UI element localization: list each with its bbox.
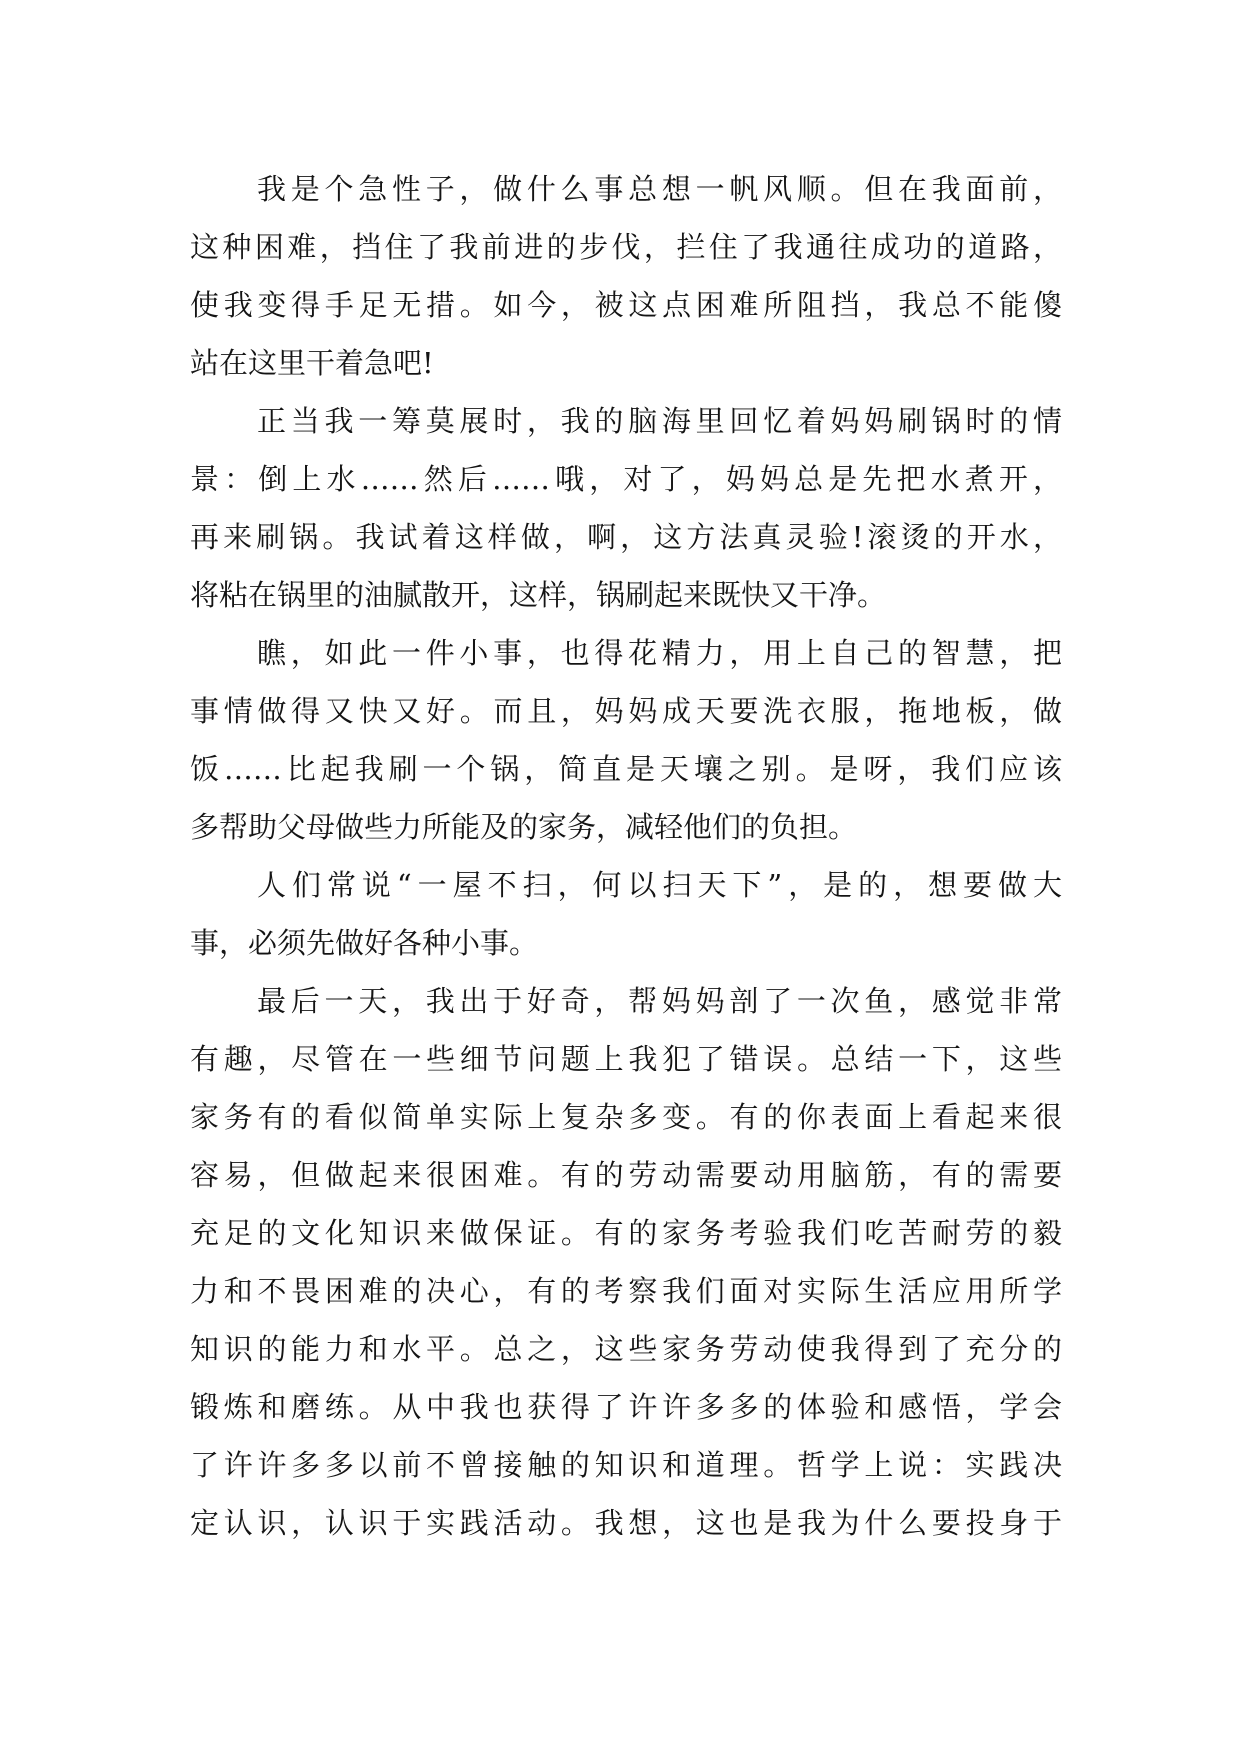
paragraph (190, 392, 1062, 624)
text-line: 力和不畏困难的决心，有的考察我们面对实际生活应用所学 (190, 1274, 1062, 1308)
text-line: 瞧，如此一件小事，也得花精力，用上自己的智慧，把 (257, 636, 1062, 670)
text-line: 知识的能力和水平。总之，这些家务劳动使我得到了充分的 (190, 1332, 1062, 1366)
paragraph (190, 160, 1062, 392)
paragraph (190, 624, 1062, 856)
text-line: 多帮助父母做些力所能及的家务，减轻他们的负担。 (190, 810, 858, 844)
text-line: 定认识，认识于实践活动。我想，这也是我为什么要投身于 (190, 1506, 1062, 1540)
text-line: 家务有的看似简单实际上复杂多变。有的你表面上看起来很 (190, 1100, 1062, 1134)
text-line: 最后一天，我出于好奇，帮妈妈剖了一次鱼，感觉非常 (257, 984, 1062, 1018)
text-line: 使我变得手足无措。如今，被这点困难所阻挡，我总不能傻 (190, 288, 1062, 322)
text-line: 充足的文化知识来做保证。有的家务考验我们吃苦耐劳的毅 (190, 1216, 1062, 1250)
text-line: 锻炼和磨练。从中我也获得了许许多多的体验和感悟，学会 (190, 1390, 1062, 1424)
text-line: 我是个急性子，做什么事总想一帆风顺。但在我面前， (257, 172, 1062, 206)
text-line: 事情做得又快又好。而且，妈妈成天要洗衣服，拖地板，做 (190, 694, 1062, 728)
text-line: 有趣，尽管在一些细节问题上我犯了错误。总结一下，这些 (190, 1042, 1062, 1076)
text-line: 容易，但做起来很困难。有的劳动需要动用脑筋，有的需要 (190, 1158, 1062, 1192)
text-line: 再来刷锅。我试着这样做，啊，这方法真灵验!滚烫的开水， (190, 520, 1062, 554)
text-line: 站在这里干着急吧! (190, 346, 434, 380)
text-line: 事，必须先做好各种小事。 (190, 926, 539, 960)
text-line: 景：倒上水……然后……哦，对了，妈妈总是先把水煮开， (190, 462, 1062, 496)
text-line: 正当我一筹莫展时，我的脑海里回忆着妈妈刷锅时的情 (257, 404, 1062, 438)
text-line: 将粘在锅里的油腻散开，这样，锅刷起来既快又干净。 (190, 578, 887, 612)
paragraph (190, 972, 1062, 1552)
text-line: 这种困难，挡住了我前进的步伐，拦住了我通往成功的道路， (190, 230, 1062, 264)
text-line: 饭……比起我刷一个锅，简直是天壤之别。是呀，我们应该 (190, 752, 1062, 786)
text-line: 人们常说“一屋不扫，何以扫天下”，是的，想要做大 (257, 868, 1062, 902)
text-line: 了许许多多以前不曾接触的知识和道理。哲学上说：实践决 (190, 1448, 1062, 1482)
body-text (190, 160, 1062, 1552)
paragraph (190, 856, 1062, 972)
